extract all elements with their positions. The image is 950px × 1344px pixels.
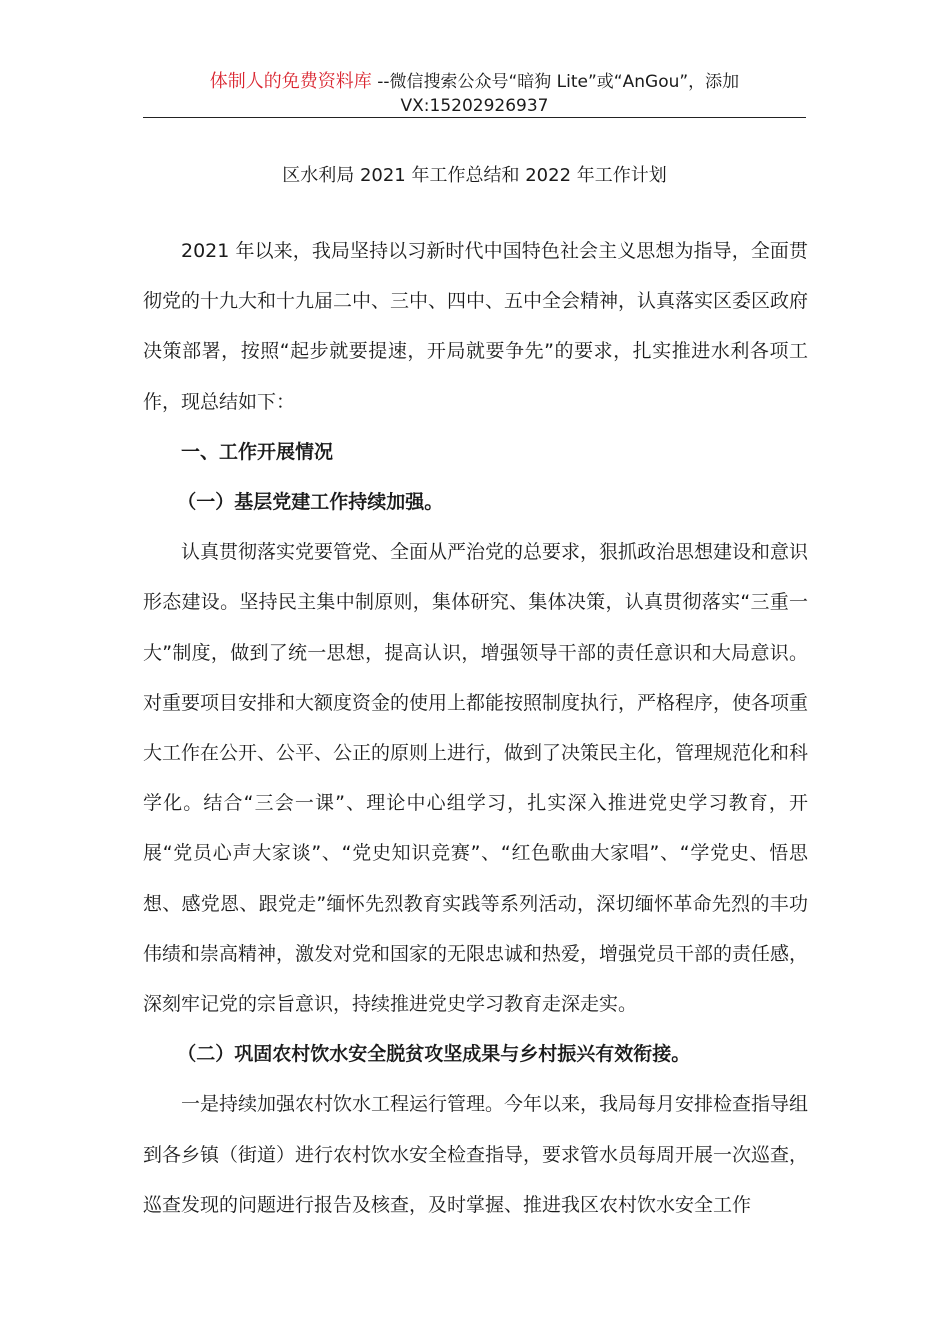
document-title: 区水利局 2021 年工作总结和 2022 年工作计划 — [282, 165, 667, 186]
intro-paragraph: 2021 年以来，我局坚持以习新时代中国特色社会主义思想为指导，全面贯彻党的十九大和十九届二中、三中、四中、五中全会精神，认真落实区委区政府决策部署，按照“起步就要提速，开局就要争先”的要求，扎实推进水利各项工作，现总结如下： — [143, 240, 809, 413]
page-header — [143, 70, 806, 118]
subsection-1-paragraph: 认真贯彻落实党要管党、全面从严治党的总要求，狠抓政治思想建设和意识形态建设。坚持民主集中制原则，集体研究、集体决策，认真贯彻落实“三重一大”制度，做到了统一思想，提高认识，增强领导干部的责任意识和大局意识。对重要项目安排和大额度资金的使用上都能按照制度执行，严格程序，使各项重大工作在公开、公平、公正的原则上进行，做到了决策民主化，管理规范化和科学化。结合“三会一课”、理论中心组学习，扎实深入推进党史学习教育，开展“党员心声大家谈”、“党史知识竞赛”、“红色歌曲大家唱”、“学党史、悟思想、感党恩、跟党走”缅怀先烈教育实践等系列活动，深切缅怀革命先烈的丰功伟绩和崇高精神，激发对党和国家的无限忠诚和热爱，增强党员干部的责任感，深刻牢记党的宗旨意识，持续推进党史学习教育走深走实。 — [143, 541, 809, 1016]
document-body — [143, 226, 808, 1230]
header-line2-text: VX:15202926937 — [400, 96, 549, 116]
subsection-heading-1: （一）基层党建工作持续加强。 — [177, 491, 444, 514]
header-brand: 体制人的免费资料库 — [209, 71, 372, 92]
header-divider — [143, 117, 806, 118]
section-heading-1: 一、工作开展情况 — [181, 440, 334, 463]
subsection-2-paragraph: 一是持续加强农村饮水工程运行管理。今年以来，我局每月安排检查指导组到各乡镇（街道）进行农村饮水安全检查指导，要求管水员每周开展一次巡查，巡查发现的问题进行报告及核查，及时掌握、推进我区农村饮水安全工作 — [143, 1093, 809, 1216]
header-line1-text: --微信搜索公众号“暗狗 Lite”或“AnGou”，添加 — [377, 72, 740, 92]
subsection-heading-2: （二）巩固农村饮水安全脱贫攻坚成果与乡村振兴有效衔接。 — [177, 1043, 691, 1066]
